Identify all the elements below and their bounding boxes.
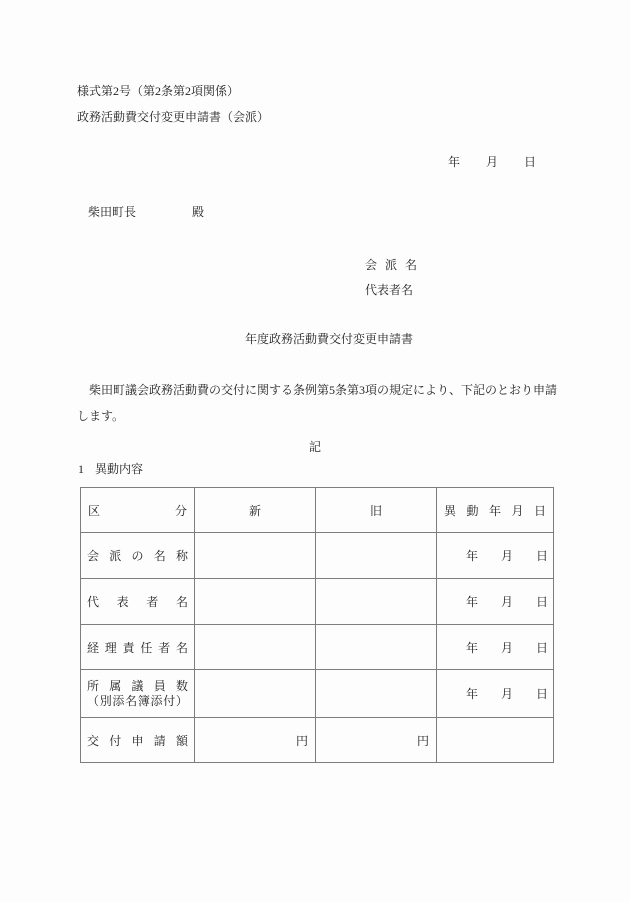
- row-party-name: [81, 533, 554, 579]
- cell-grant-amount-new: 円: [195, 718, 316, 763]
- header-category: 区 分: [81, 488, 195, 533]
- cell-member-count-new: [195, 670, 316, 718]
- form-number-line: 様式第2号（第2条第2項関係）: [77, 84, 240, 98]
- cell-party-name-label: 会 派 の 名 称: [81, 533, 195, 579]
- header-change-date: 異 動 年 月 日: [437, 488, 554, 533]
- cell-representative-new: [195, 579, 316, 625]
- cell-grant-amount-date: [437, 718, 554, 763]
- honorific-label: 殿: [192, 205, 205, 219]
- month-label: 月: [500, 549, 513, 563]
- row-accounting-manager: [81, 625, 554, 670]
- cell-accounting-manager-new: [195, 625, 316, 670]
- row-representative: [81, 579, 554, 625]
- cell-member-count-old: [316, 670, 437, 718]
- record-heading: 記: [308, 440, 321, 454]
- table-header-row: [81, 488, 554, 533]
- body-line-2: します。: [77, 409, 125, 423]
- cell-accounting-manager-date: [437, 625, 554, 670]
- header-old: 旧: [316, 488, 437, 533]
- year-label: 年: [465, 640, 478, 655]
- representative-name-label: 代表者名: [365, 283, 414, 297]
- cell-party-name-new: [195, 533, 316, 579]
- month-label: 月: [486, 155, 499, 169]
- year-label: 年: [448, 155, 461, 169]
- section-title: 異動内容: [95, 462, 144, 476]
- form-title-line: 政務活動費交付変更申請書（会派）: [77, 110, 270, 124]
- year-label: 年: [465, 687, 478, 701]
- cell-representative-label: 代 表 者 名: [81, 579, 195, 625]
- party-name-label: 会 派 名: [365, 258, 417, 272]
- issue-date-line: [448, 155, 536, 169]
- body-line-1: 柴田町議会政務活動費の交付に関する条例第5条第3項の規定により、下記のとおり申請: [89, 383, 558, 397]
- row-member-count: [81, 670, 554, 718]
- cell-grant-amount-old: 円: [316, 718, 437, 763]
- cell-representative-date: [437, 579, 554, 625]
- cell-member-count-label: 所 属 議 員 数 （ 別 添 名 簿 添 付 ）: [81, 670, 195, 718]
- cell-party-name-old: [316, 533, 437, 579]
- row-grant-amount: [81, 718, 554, 763]
- month-label: 月: [500, 640, 513, 655]
- day-label: 日: [524, 155, 537, 169]
- month-label: 月: [500, 595, 513, 609]
- cell-party-name-date: [437, 533, 554, 579]
- header-new: 新: [195, 488, 316, 533]
- year-label: 年: [465, 595, 478, 609]
- day-label: 日: [535, 595, 548, 609]
- day-label: 日: [535, 687, 548, 701]
- section-number: 1: [78, 462, 84, 476]
- cell-accounting-manager-old: [316, 625, 437, 670]
- addressee-name: 柴田町長: [88, 205, 137, 219]
- month-label: 月: [500, 687, 513, 701]
- application-title: 年度政務活動費交付変更申請書: [245, 332, 414, 346]
- cell-member-count-date: [437, 670, 554, 718]
- cell-representative-old: [316, 579, 437, 625]
- cell-accounting-manager-label: 経 理 責 任 者 名: [81, 625, 195, 670]
- change-table: [80, 487, 554, 763]
- day-label: 日: [535, 640, 548, 655]
- cell-grant-amount-label: 交 付 申 請 額: [81, 718, 195, 763]
- section-heading: [78, 462, 143, 476]
- year-label: 年: [465, 549, 478, 563]
- day-label: 日: [535, 549, 548, 563]
